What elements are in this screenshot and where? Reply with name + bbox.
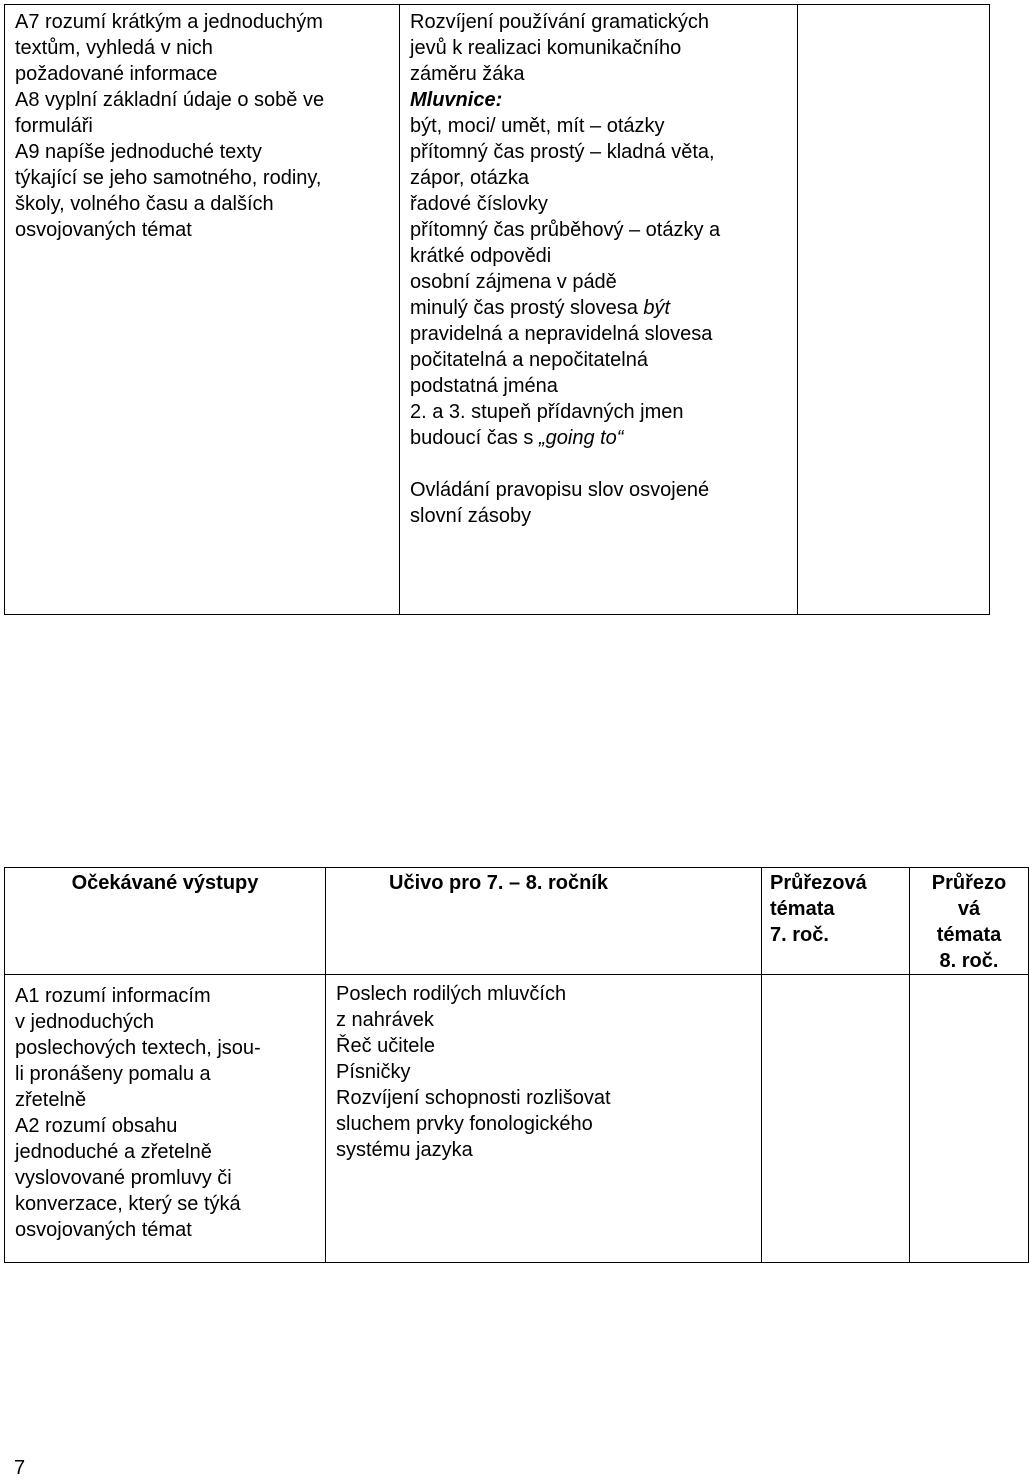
header-curriculum: Učivo pro 7. – 8. ročník bbox=[326, 868, 762, 975]
bottom-cross-topics-8-cell bbox=[910, 975, 1029, 1263]
header-outputs: Očekávané výstupy bbox=[5, 868, 326, 975]
output-line: A2 rozumí obsahu bbox=[15, 1115, 178, 1137]
curriculum-line: být, moci/ umět, mít – otázky bbox=[410, 115, 665, 137]
curriculum-line: Ovládání pravopisu slov osvojené bbox=[410, 479, 710, 501]
page-number: 7 bbox=[14, 1457, 26, 1479]
curriculum-line: Řeč učitele bbox=[336, 1035, 435, 1057]
output-line: formuláři bbox=[15, 115, 93, 137]
output-line: vyslovované promluvy či bbox=[15, 1167, 232, 1189]
output-line: A1 rozumí informacím bbox=[15, 985, 211, 1007]
header-line: témata bbox=[770, 898, 835, 920]
output-line: osvojovaných témat bbox=[15, 1219, 192, 1241]
output-line: týkající se jeho samotného, rodiny, bbox=[15, 167, 322, 189]
curriculum-line: jevů k realizaci komunikačního bbox=[410, 37, 682, 59]
curriculum-line: systému jazyka bbox=[336, 1139, 473, 1161]
output-line: školy, volného času a dalších bbox=[15, 193, 274, 215]
curriculum-line: krátké odpovědi bbox=[410, 245, 552, 267]
output-line: konverzace, který se týká bbox=[15, 1193, 241, 1215]
output-line: textům, vyhledá v nich bbox=[15, 37, 213, 59]
top-outputs-cell bbox=[5, 5, 400, 615]
curriculum-line: podstatná jména bbox=[410, 375, 558, 397]
bottom-cross-topics-7-cell bbox=[762, 975, 910, 1263]
top-curriculum-cell bbox=[400, 5, 798, 615]
curriculum-line: přítomný čas prostý – kladná věta, bbox=[410, 141, 715, 163]
past-tense-line bbox=[410, 295, 787, 321]
header-line: 8. roč. bbox=[939, 950, 999, 972]
curriculum-line: Rozvíjení schopnosti rozlišovat bbox=[336, 1087, 611, 1109]
curriculum-line: přítomný čas průběhový – otázky a bbox=[410, 219, 721, 241]
header-line: Průřezová bbox=[770, 872, 867, 894]
output-line: požadované informace bbox=[15, 63, 218, 85]
output-line: jednoduché a zřetelně bbox=[15, 1141, 212, 1163]
header-line: 7. roč. bbox=[770, 924, 829, 946]
output-line: A7 rozumí krátkým a jednoduchým bbox=[15, 11, 323, 33]
header-line: vá bbox=[957, 898, 981, 920]
curriculum-line: slovní zásoby bbox=[410, 505, 532, 527]
curriculum-line: počitatelná a nepočitatelná bbox=[410, 349, 648, 371]
curriculum-line: Písničky bbox=[336, 1061, 411, 1083]
future-tense-text: budoucí čas s bbox=[410, 427, 539, 449]
output-line: A9 napíše jednoduché texty bbox=[15, 141, 262, 163]
header-line: témata bbox=[936, 924, 1002, 946]
header-line: Průřezo bbox=[931, 872, 1007, 894]
curriculum-line: osobní zájmena v pádě bbox=[410, 271, 617, 293]
past-tense-text: minulý čas prostý slovesa bbox=[410, 297, 644, 319]
output-line: osvojovaných témat bbox=[15, 219, 192, 241]
curriculum-line: Poslech rodilých mluvčích bbox=[336, 983, 567, 1005]
bottom-outputs-cell bbox=[5, 975, 326, 1263]
curriculum-line: 2. a 3. stupeň přídavných jmen bbox=[410, 401, 684, 423]
past-tense-verb: být bbox=[643, 297, 671, 319]
header-cross-topics-7 bbox=[762, 868, 910, 975]
top-cross-topics-cell bbox=[798, 5, 990, 615]
future-tense-line bbox=[410, 425, 787, 451]
bottom-curriculum-cell bbox=[326, 975, 762, 1263]
curriculum-line: pravidelná a nepravidelná slovesa bbox=[410, 323, 713, 345]
curriculum-line: sluchem prvky fonologického bbox=[336, 1113, 593, 1135]
header-cross-topics-8 bbox=[910, 868, 1029, 975]
curriculum-line: Rozvíjení používání gramatických bbox=[410, 11, 710, 33]
curriculum-line: zápor, otázka bbox=[410, 167, 529, 189]
future-tense-italic: „going to“ bbox=[538, 427, 624, 449]
bottom-table bbox=[4, 867, 1029, 1263]
output-line: li pronášeny pomalu a bbox=[15, 1063, 211, 1085]
curriculum-line: řadové číslovky bbox=[410, 193, 548, 215]
grammar-heading: Mluvnice: bbox=[410, 89, 503, 111]
output-line: poslechových textech, jsou- bbox=[15, 1037, 261, 1059]
output-line: A8 vyplní základní údaje o sobě ve bbox=[15, 89, 325, 111]
output-line: zřetelně bbox=[15, 1089, 87, 1111]
curriculum-line: z nahrávek bbox=[336, 1009, 434, 1031]
spacer bbox=[410, 451, 787, 477]
curriculum-line: záměru žáka bbox=[410, 63, 525, 85]
top-table bbox=[4, 4, 990, 615]
output-line: v jednoduchých bbox=[15, 1011, 154, 1033]
